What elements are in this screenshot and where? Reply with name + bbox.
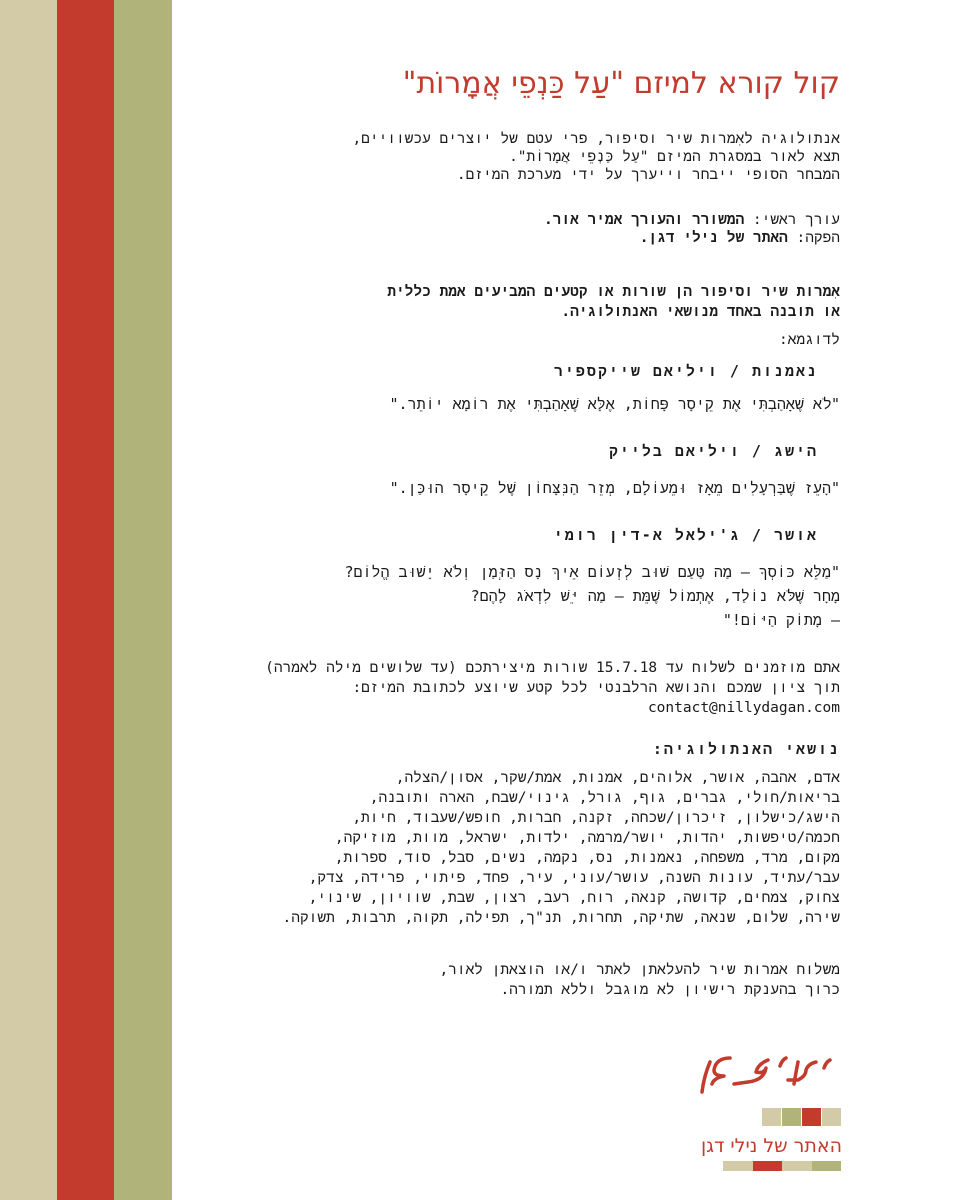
logo-bar-green [812,1161,842,1171]
logo-bar-top-beige [762,1108,781,1126]
definition-line: או תובנה באחד מנושאי האנתולוגיה. [561,304,840,320]
topics-line: שירה, שלום, שנאה, שתיקה, תחרות, תנ"ך, תפילה, תקוה, תרבות, תשוקה. [282,910,840,926]
logo-bar-red [753,1161,783,1171]
stripe-green [114,0,172,1200]
invitation-line: תוך ציון שמכם והנושא הרלבנטי לכל קטע שיוצע לכתובת המיזם: [352,680,840,696]
closing-line: כרוך בהענקת רישיון לא מוגבל וללא תמורה. [500,982,840,998]
logo-caption: האתר של נילי דגן [701,1135,842,1157]
editor-line [270,211,840,229]
contact-email: contact@nillydagan.com [647,700,840,716]
stripe-red [57,0,114,1200]
decorative-stripes [0,0,172,1200]
definition-line: אִמרות שיר וסיפור הן שורות או קטעים המביעים אמת כללית [387,284,840,300]
closing-line: משלוח אמרות שיר להעלאתן לאתר ו/או הוצאתן לאור, [439,962,840,978]
production-name: האתר של נילי דגן. [639,230,788,246]
credits [270,211,840,247]
examples-label [270,330,840,350]
example-heading: אושר / ג'ילאל א-דין רומי [553,526,818,544]
example-heading: הישג / ויליאם בלייק [608,442,818,460]
logo-square-beige [822,1108,841,1126]
topics-heading [270,738,840,760]
nilly-dagan-logo [700,1050,860,1180]
topics-heading-text: נושאי האנתולוגיה: [652,740,840,758]
example-2 [270,440,840,500]
topics-line: הישג/כישלון, זיכרון/שכחה, זקנה, חברות, חופש/שעבוד, חיות, [352,810,840,826]
example-1 [270,360,840,416]
definition-paragraph [270,282,840,322]
intro-line: אנתולוגיה לאִמרות שיר וסיפור, פרי עטם של יוצרים עכשוויים, [352,131,840,147]
topics-line: אדם, אהבה, אושר, אלוהים, אמנות, אמת/שקר, אסון/הצלה, [395,770,840,786]
example-quote: מָחָר שֶׁלֹּא נוֹלַד, אֶתְמוֹל שֶׁמֵּת – מַה יֵּשׁ לִדְאֹג לָהֶם? [470,587,840,605]
example-heading: נאמנות / ויליאם שייקספיר [553,362,818,380]
page-title: קול קורא למיזם "עַל כַּנְפֵי אֲמָרוֹת" [402,66,840,101]
example-3 [270,524,840,632]
intro-paragraph [270,130,840,184]
production-line [270,229,840,247]
signature-graphic [690,1050,840,1102]
intro-line: תצא לאור במסגרת המיזם "עַל כַּנְפֵי אֲמָרוֹת". [509,149,840,165]
example-quote: "מַלֵּא כּוֹסְךָ – מַה טַּעַם שׁוּב לְזְעוֹם אֵיךְ נָס הַזְּמַן וְלֹא יָשׁוּב הֱלוֹם? [344,563,840,581]
example-quote: – מָתוֹק הַיּוֹם!" [722,611,840,629]
invitation-line: אתם מוזמנים לשלוח עד 15.7.18 שורות מיצירתכם (עד שלושים מילה לאמרה) [265,660,840,676]
topics-line: מקום, מרד, משפחה, נאמנות, נס, נקמה, נשים, סבל, סוד, ספרות, [334,850,840,866]
logo-bar-beige [723,1161,753,1171]
topics-line: עבר/עתיד, עונות השנה, עושר/עוני, עיר, פחד, פיתוי, פרידה, צדק, [308,870,840,886]
topics-line: בריאות/חולי, גברים, גוף, גורל, גינוי/שבח, הארה ותובנה, [369,790,840,806]
editor-name: המשורר והעורך אמיר אור. [543,212,745,228]
closing-paragraph [270,960,840,1000]
stripe-beige [0,0,57,1200]
logo-square-green [782,1108,801,1126]
intro-line: המבחר הסופי ייבחר וייערך על ידי מערכת המיזם. [456,167,840,183]
invitation-paragraph [265,658,840,718]
topics-line: צחוק, צמחים, קדושה, קנאה, רוח, רעב, רצון, שבת, שוויון, שינוי, [308,890,840,906]
topics-list [270,768,840,928]
editor-label: עורך ראשי: [744,212,840,228]
example-quote: "הָעֵז שֶׁבַּרְעָלִים מֵאָז וּמֵעוֹלָם, מְזֵר הַנִּצָּחוֹן שֶׁל קֵיסָר הוּכַּן." [389,479,840,497]
logo-bar-beige-2 [782,1161,812,1171]
signature-text [859,1050,860,1051]
logo-square-red [802,1108,821,1126]
production-label: הפקה: [787,230,840,246]
example-quote: "לֹא שֶׁאָהַבְתִּי אֶת קֵיסָר פָּחוֹת, אֶלָּא שֶׁאָהַבְתִּי אֶת רוֹמָא יוֹתֵר." [389,395,840,413]
topics-line: חכמה/טיפשות, יהדות, יושר/מרמה, ילדות, ישראל, מוות, מוזיקה, [334,830,840,846]
logo-bottom-bar [723,1161,841,1171]
examples-label-text: לדוגמא: [779,332,840,348]
document-content [265,0,840,1200]
